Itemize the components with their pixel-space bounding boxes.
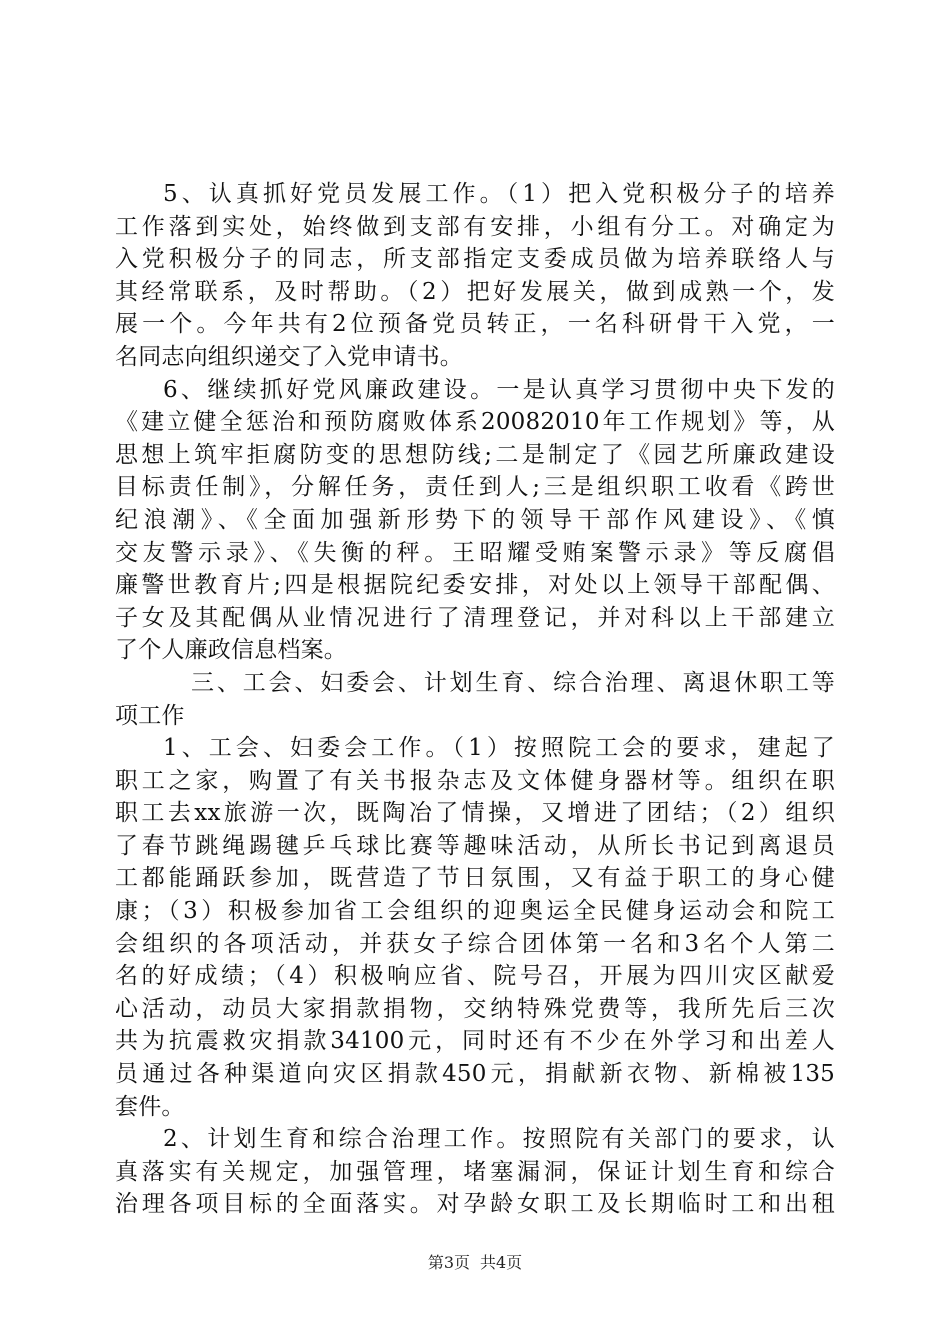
page-footer — [0, 1250, 950, 1273]
paragraph-line: 工作落到实处，始终做到支部有安排，小组有分工。对确定为 — [115, 213, 835, 240]
paragraph-line: 子女及其配偶从业情况进行了清理登记，并对科以上干部建立 — [115, 604, 835, 631]
paragraph-line: 纪浪潮》、《全面加强新形势下的领导干部作风建设》、《慎 — [115, 506, 835, 533]
paragraph-line: 了春节跳绳踢毽乒乓球比赛等趣味活动，从所长书记到离退员 — [115, 832, 835, 859]
paragraph-line: 会组织的各项活动，并获女子综合团体第一名和3名个人第二 — [115, 930, 835, 957]
paragraph-line: 目标责任制》，分解任务，责任到人;三是组织职工收看《跨世 — [115, 474, 835, 501]
paragraph-line: 名的好成绩；（4）积极响应省、院号召，开展为四川灾区献爱 — [115, 963, 835, 990]
paragraph-line: 职工之家，购置了有关书报杂志及文体健身器材等。组织在职 — [115, 767, 835, 794]
paragraph-line: 套件。 — [115, 1093, 185, 1120]
paragraph-line: 廉警世教育片;四是根据院纪委安排，对处以上领导干部配偶、 — [115, 572, 835, 599]
paragraph-line: 共为抗震救灾捐款34100元，同时还有不少在外学习和出差人 — [115, 1028, 835, 1055]
paragraph-line: 思想上筑牢拒腐防变的思想防线;二是制定了《园艺所廉政建设 — [115, 441, 835, 468]
paragraph-line: 职工去xx旅游一次，既陶冶了情操，又增进了团结；（2）组织 — [115, 800, 835, 827]
section-heading-line: 项工作 — [115, 702, 185, 729]
paragraph-line: 其经常联系，及时帮助。（2）把好发展关，做到成熟一个，发 — [115, 278, 835, 305]
paragraph-line: 真落实有关规定，加强管理，堵塞漏洞，保证计划生育和综合 — [115, 1158, 835, 1185]
paragraph-line: 入党积极分子的同志，所支部指定支委成员做为培养联络人与 — [115, 246, 835, 273]
paragraph-line: 名同志向组织递交了入党申请书。 — [115, 343, 463, 370]
paragraph-line: 5、认真抓好党员发展工作。（1）把入党积极分子的培养 — [163, 181, 835, 207]
paragraph-line: 了个人廉政信息档案。 — [115, 637, 347, 664]
paragraph-line: 6、继续抓好党风廉政建设。一是认真学习贯彻中央下发的 — [163, 376, 835, 403]
document-body — [115, 178, 835, 1221]
paragraph-line: 展一个。今年共有2位预备党员转正，一名科研骨干入党，一 — [115, 311, 835, 338]
page-total: 共4页 — [480, 1253, 523, 1272]
paragraph-line: 治理各项目标的全面落实。对孕龄女职工及长期临时工和出租 — [115, 1191, 835, 1218]
paragraph-line: 2、计划生育和综合治理工作。按照院有关部门的要求，认 — [163, 1126, 835, 1153]
paragraph-line: 《建立健全惩治和预防腐败体系20082010年工作规划》等，从 — [115, 409, 835, 436]
paragraph-line: 交友警示录》、《失衡的秤。王昭耀受贿案警示录》等反腐倡 — [115, 539, 835, 566]
paragraph-line: 工都能踊跃参加，既营造了节日氛围，又有益于职工的身心健 — [115, 865, 835, 892]
paragraph-line: 康；（3）积极参加省工会组织的迎奥运全民健身运动会和院工 — [115, 898, 835, 925]
paragraph-line: 员通过各种渠道向灾区捐款450元，捐献新衣物、新棉被135 — [115, 1061, 835, 1088]
paragraph-line: 心活动，动员大家捐款捐物，交纳特殊党费等，我所先后三次 — [115, 995, 835, 1022]
page-number: 第3页 — [427, 1253, 470, 1272]
section-heading-line: 三、工会、妇委会、计划生育、综合治理、离退休职工等 — [191, 669, 835, 696]
paragraph-line: 1、工会、妇委会工作。（1）按照院工会的要求，建起了 — [163, 735, 835, 762]
